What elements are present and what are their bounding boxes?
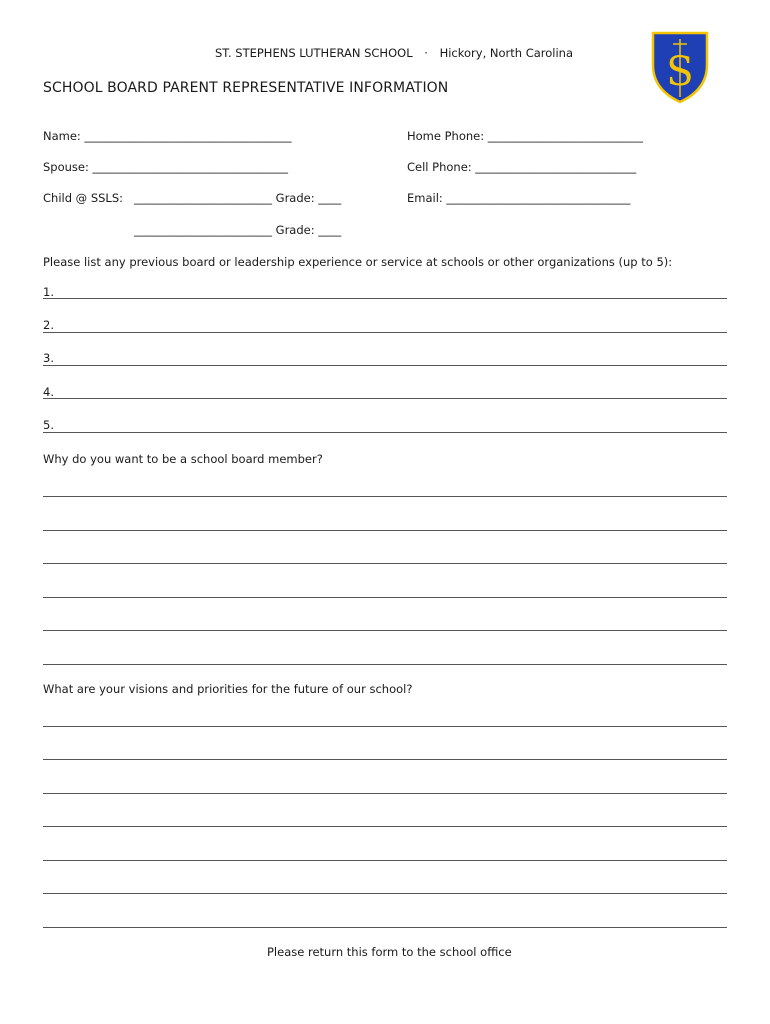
experience-line-1[interactable] [43,298,727,299]
experience-line-4[interactable] [43,398,727,399]
crest-letter: S [666,49,694,95]
experience-item-4: 4. [43,385,54,399]
why-line[interactable] [43,530,727,531]
visions-prompt: What are your visions and priorities for the future of our school? [43,682,413,696]
visions-line[interactable] [43,860,727,861]
name-field[interactable]: Name: ____________________________________ [43,129,292,143]
why-line[interactable] [43,630,727,631]
visions-line[interactable] [43,793,727,794]
school-header [215,46,573,60]
email-field[interactable]: Email: ________________________________ [407,191,631,205]
experience-item-3: 3. [43,351,54,365]
form-title: SCHOOL BOARD PARENT REPRESENTATIVE INFORMATION [43,80,449,96]
child-grade-field-2[interactable]: ________________________ Grade: ____ [134,223,342,237]
visions-line[interactable] [43,726,727,727]
experience-item-5: 5. [43,418,54,432]
visions-line[interactable] [43,927,727,928]
school-name: ST. STEPHENS LUTHERAN SCHOOL [215,46,413,60]
cell-phone-field[interactable]: Cell Phone: ____________________________ [407,160,637,174]
spouse-field[interactable]: Spouse: __________________________________ [43,160,289,174]
child-grade-field-1[interactable]: ________________________ Grade: ____ [134,191,342,205]
school-location: Hickory, North Carolina [439,46,574,60]
experience-line-2[interactable] [43,332,727,333]
why-line[interactable] [43,597,727,598]
experience-line-3[interactable] [43,365,727,366]
why-line[interactable] [43,563,727,564]
why-prompt: Why do you want to be a school board member? [43,452,323,466]
experience-item-1: 1. [43,285,54,299]
experience-item-2: 2. [43,318,54,332]
why-line[interactable] [43,496,727,497]
child-label: Child @ SSLS: [43,191,124,205]
why-line[interactable] [43,664,727,665]
school-crest-icon [651,31,709,104]
experience-line-5[interactable] [43,432,727,433]
visions-line[interactable] [43,893,727,894]
visions-line[interactable] [43,759,727,760]
experience-prompt: Please list any previous board or leadership experience or service at schools or other organizations (up to 5): [43,255,673,269]
footer-note: Please return this form to the school office [267,945,512,959]
header-separator: · [424,46,428,60]
home-phone-field[interactable]: Home Phone: ___________________________ [407,129,644,143]
visions-line[interactable] [43,826,727,827]
